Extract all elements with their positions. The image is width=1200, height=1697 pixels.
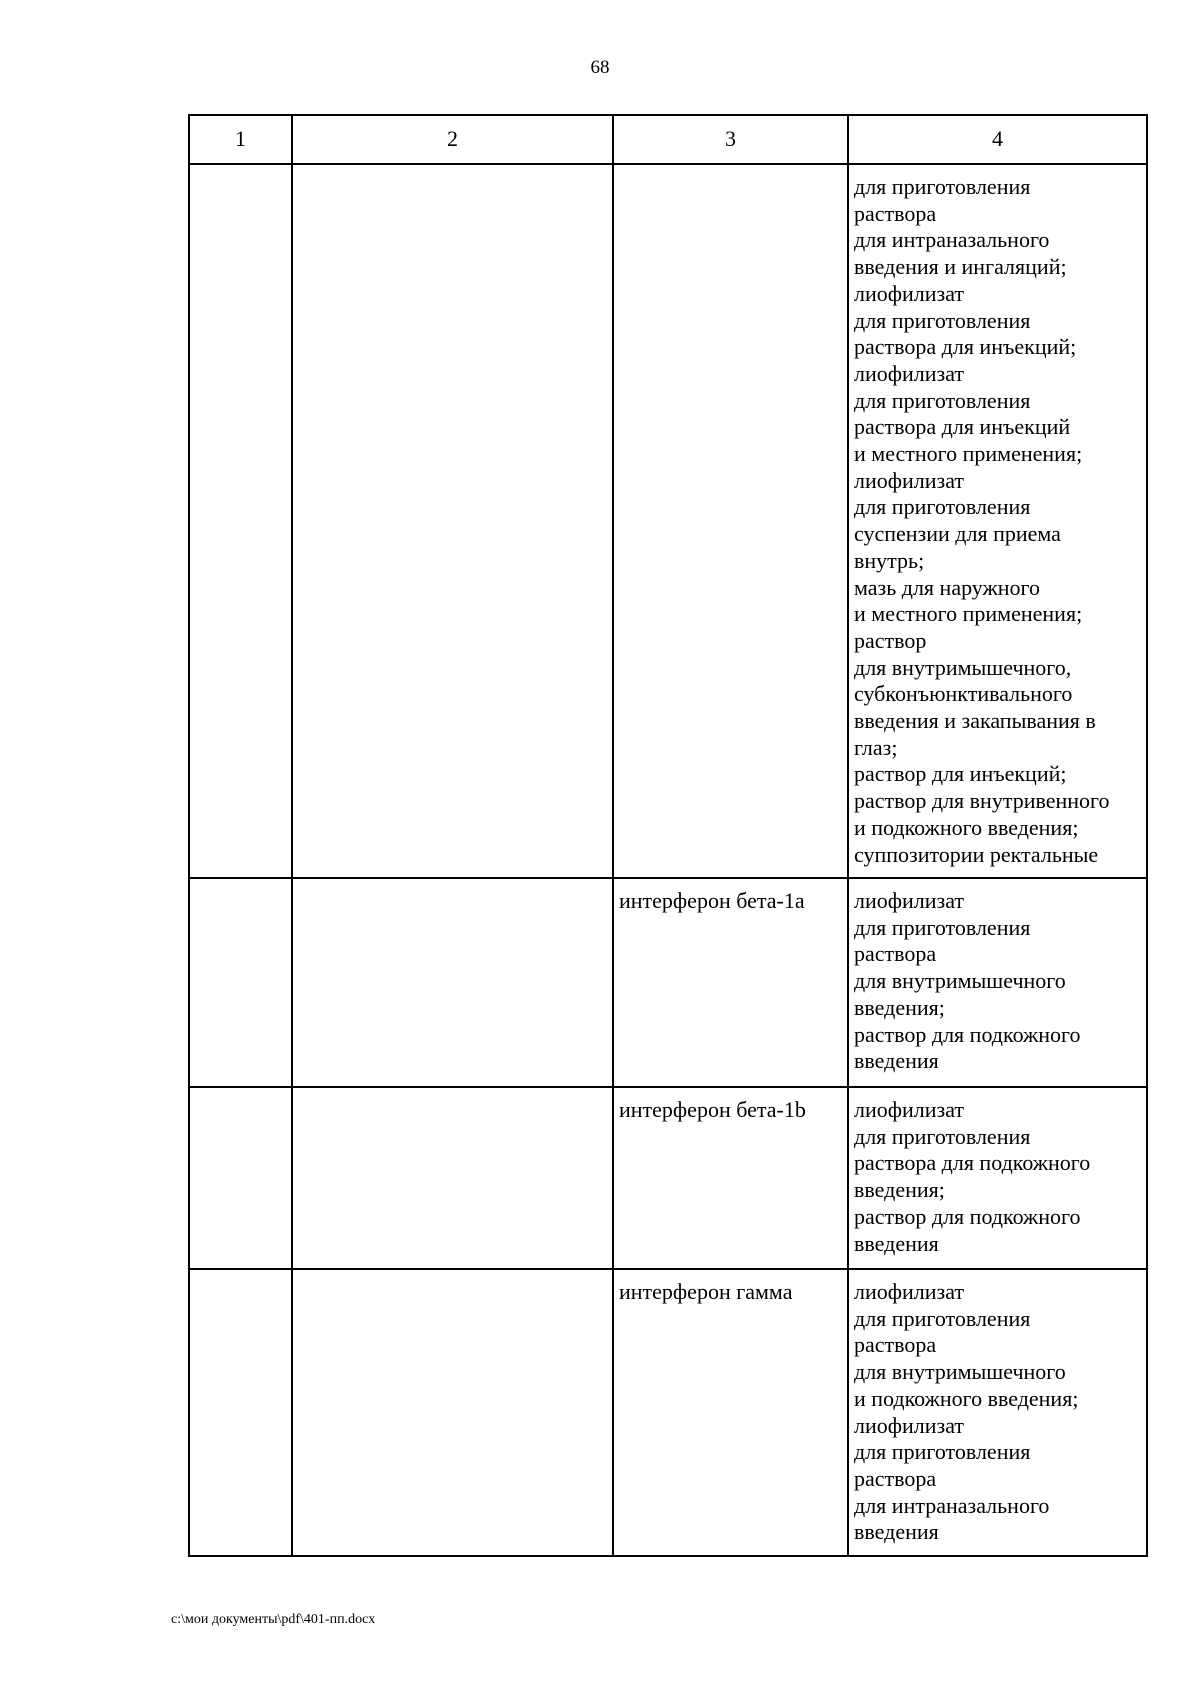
cell-text <box>190 1088 291 1102</box>
cell-col-3 <box>613 1269 848 1556</box>
header-col-2: 2 <box>292 115 613 164</box>
dosage-forms-text: лиофилизат для приготовления раствора для внутримышечного введения; раствор для подкожного введения <box>854 888 1081 1074</box>
cell-col-4 <box>848 164 1147 878</box>
drug-name: интерферон гамма <box>619 1279 793 1304</box>
dosage-forms-text: лиофилизат для приготовления раствора для подкожного введения; раствор для подкожного введения <box>854 1097 1091 1256</box>
cell-col-3 <box>613 1087 848 1269</box>
cell-text <box>190 165 291 179</box>
cell-col-3 <box>613 164 848 878</box>
page-number: 68 <box>590 57 610 78</box>
table-header <box>189 115 1147 164</box>
drug-name: интерферон бета-1b <box>619 1097 806 1122</box>
cell-col-3 <box>613 878 848 1087</box>
footer-file-path: c:\мои документы\pdf\401-пп.docx <box>171 1612 376 1627</box>
cell-col-1 <box>189 878 292 1087</box>
cell-col-2 <box>292 878 613 1087</box>
table-row <box>189 164 1147 878</box>
cell-col-1 <box>189 1087 292 1269</box>
header-col-1: 1 <box>189 115 292 164</box>
cell-text <box>293 1088 612 1102</box>
cell-col-4 <box>848 878 1147 1087</box>
cell-col-2 <box>292 164 613 878</box>
cell-col-4 <box>848 1269 1147 1556</box>
cell-col-2 <box>292 1087 613 1269</box>
cell-text <box>190 879 291 893</box>
cell-text <box>293 879 612 893</box>
cell-text <box>614 165 847 179</box>
drug-name: интерферон бета-1a <box>619 888 805 913</box>
cell-text <box>293 1270 612 1284</box>
cell-text <box>293 165 612 179</box>
header-col-4: 4 <box>848 115 1147 164</box>
header-row <box>189 115 1147 164</box>
table-row <box>189 1087 1147 1269</box>
cell-col-1 <box>189 1269 292 1556</box>
cell-col-4 <box>848 1087 1147 1269</box>
table-row <box>189 1269 1147 1556</box>
drug-table <box>188 114 1148 1557</box>
cell-col-1 <box>189 164 292 878</box>
cell-text <box>190 1270 291 1284</box>
cell-col-2 <box>292 1269 613 1556</box>
table-row <box>189 878 1147 1087</box>
header-col-3: 3 <box>613 115 848 164</box>
dosage-forms-text: лиофилизат для приготовления раствора для внутримышечного и подкожного введения; лиофилизат для приготовления раствора для интраназального введения <box>854 1279 1079 1545</box>
dosage-forms-text: для приготовления раствора для интраназального введения и ингаляций; лиофилизат для приготовления раствора для инъекций; лиофилизат для приготовления раствора для инъекций и местного применения; лиофилизат для приготовления суспензии для приема внутрь; мазь для наружного и местного применения; раствор для внутримышечного, субконъюнктивального введения и закапывания в глаз; раствор для инъекций; раствор для внутривенного и подкожного введения; суппозитории ректальные <box>854 174 1110 867</box>
